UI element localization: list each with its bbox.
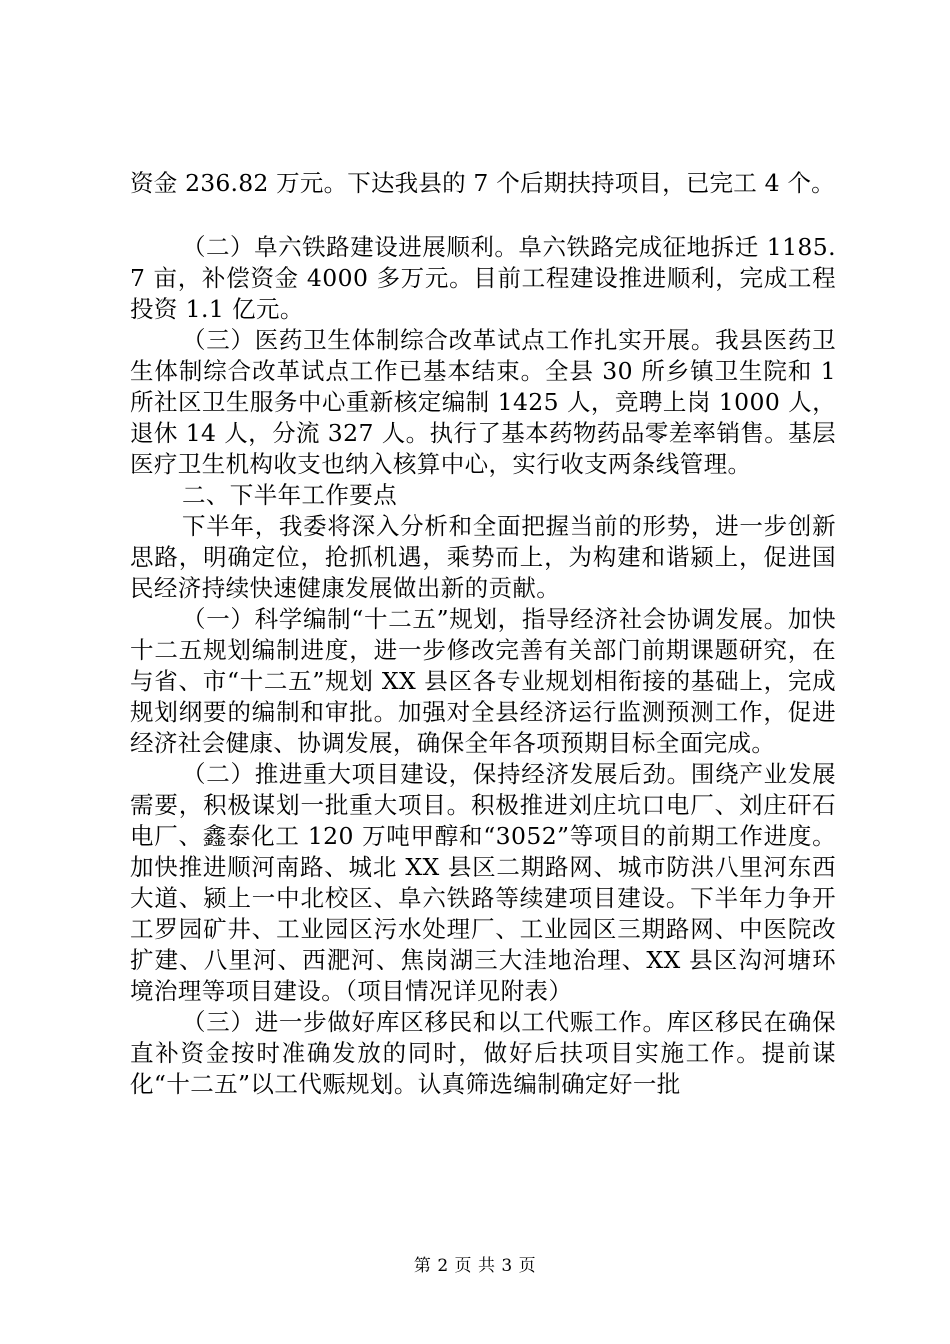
page-footer: 第 2 页 共 3 页 [413, 1256, 537, 1276]
section-heading-second-half: 二、下半年工作要点 [182, 481, 398, 509]
paragraph-major-projects: （二）推进重大项目建设，保持经济发展后劲。围绕产业发展需要，积极谋划一批重大项目。积极推进刘庄坑口电厂、刘庄矸石电厂、鑫泰化工 120 万吨甲醇和“3052”等项目的前期工作进度。加快推进顺河南路、城北 XX 县区二期路网、城市防洪八里河东西大道、颍上一中北校区、阜六铁路等续建项目建设。下半年力争开工罗园矿井、工业园区污水处理厂、工业园区三期路网、中医院改扩建、八里河、西淝河、焦岗湖三大洼地治理、XX 县区沟河塘环境治理等项目建设。（项目情况详见附表） [130, 760, 836, 1005]
paragraph-continuation: 资金 236.82 万元。下达我县的 7 个后期扶持项目，已完工 4 个。 [130, 169, 835, 197]
paragraph-resettlement: （三）进一步做好库区移民和以工代赈工作。库区移民在确保直补资金按时准确发放的同时，做好后扶项目实施工作。提前谋化“十二五”以工代赈规划。认真筛选编制确定好一批 [130, 1008, 836, 1098]
paragraph-medical-reform: （三）医药卫生体制综合改革试点工作扎实开展。我县医药卫生体制综合改革试点工作已基本结束。全县 30 所乡镇卫生院和 1 所社区卫生服务中心重新核定编制 1425 人，竞聘上岗 1000 人，退休 14 人，分流 327 人。执行了基本药物药品零差率销售。基层医疗卫生机构收支也纳入核算中心，实行收支两条线管理。 [130, 326, 836, 478]
paragraph-gap [130, 199, 836, 232]
paragraph-second-half-intro: 下半年，我委将深入分析和全面把握当前的形势，进一步创新思路，明确定位，抢抓机遇，乘势而上，为构建和谐颍上，促进国民经济持续快速健康发展做出新的贡献。 [130, 512, 836, 602]
document-body [130, 168, 836, 1100]
paragraph-five-year-plan: （一）科学编制“十二五”规划，指导经济社会协调发展。加快十二五规划编制进度，进一步修改完善有关部门前期课题研究，在与省、市“十二五”规划 XX 县区各专业规划相衔接的基础上，完成规划纲要的编制和审批。加强对全县经济运行监测预测工作，促进经济社会健康、协调发展，确保全年各项预期目标全面完成。 [130, 605, 836, 757]
paragraph-railway: （二）阜六铁路建设进展顺利。阜六铁路完成征地拆迁 1185.7 亩，补偿资金 4000 多万元。目前工程建设推进顺利，完成工程投资 1.1 亿元。 [130, 233, 836, 323]
